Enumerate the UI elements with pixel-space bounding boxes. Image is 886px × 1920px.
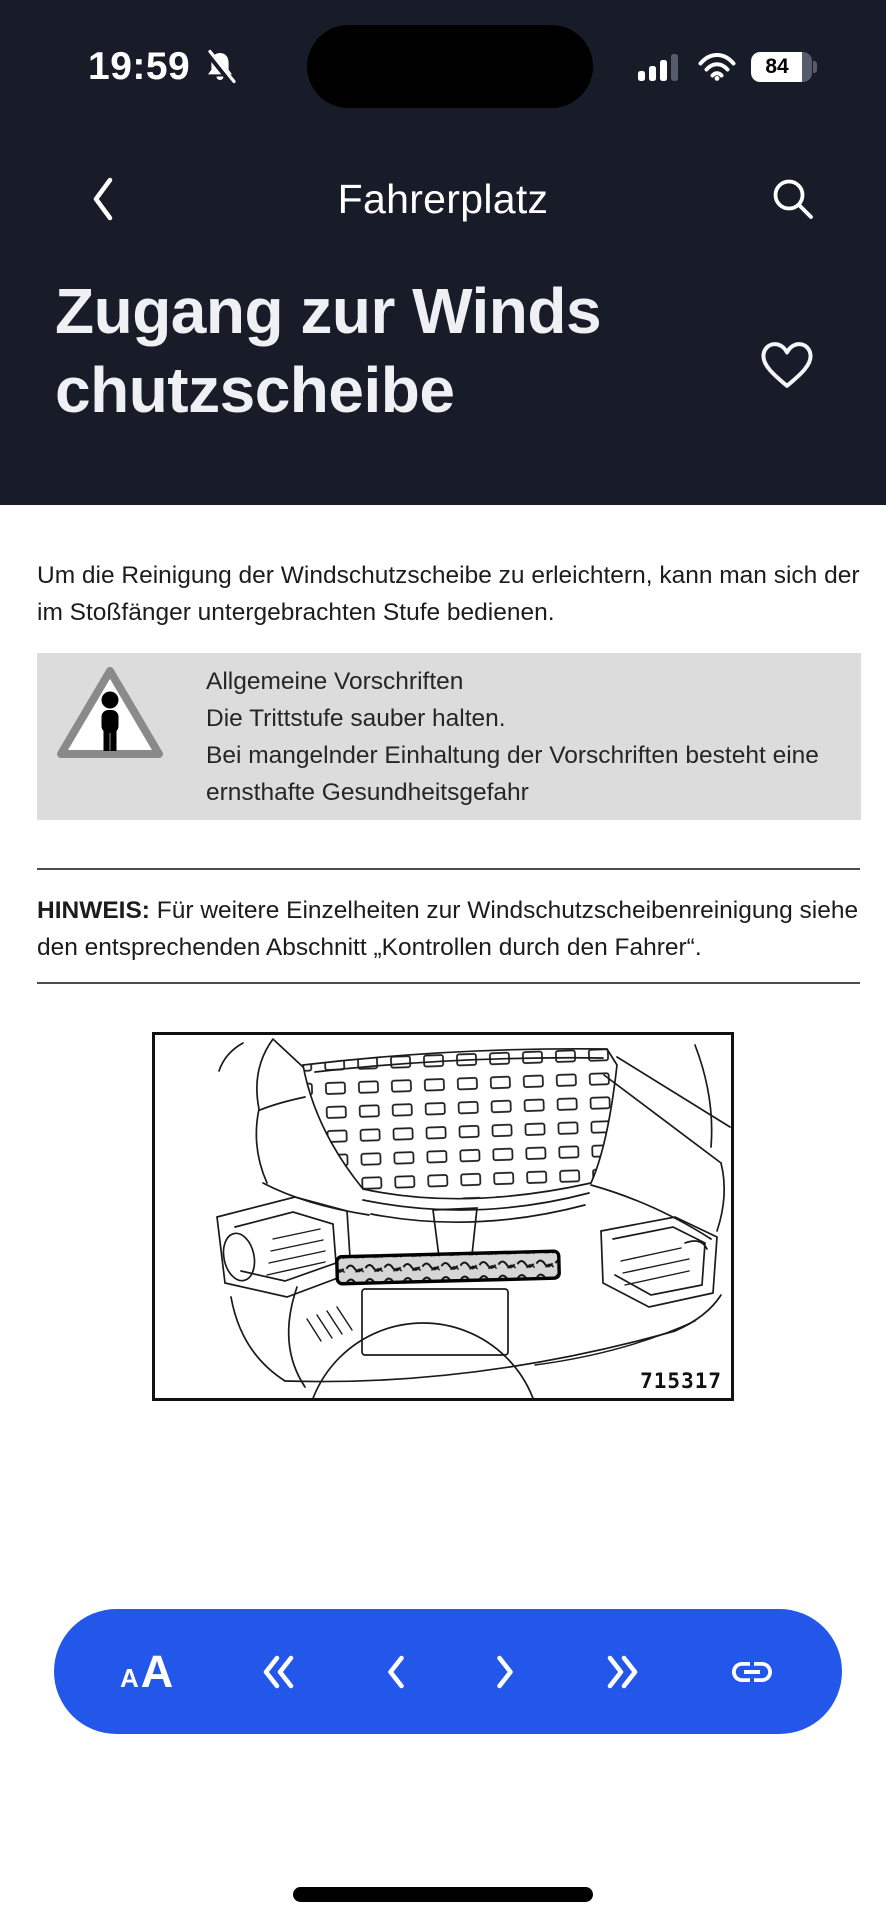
heart-icon [758, 338, 816, 392]
warning-box [37, 653, 861, 820]
article-body [0, 505, 886, 1401]
double-chevron-left-icon [261, 1654, 297, 1690]
divider [37, 868, 860, 870]
text-size-large-a: A [140, 1645, 174, 1697]
warning-line: Bei mangelnder Einhaltung der Vorschriften besteht eine ernsthafte Gesundheitsgefahr [206, 742, 819, 806]
battery-icon [751, 52, 817, 82]
bell-slash-icon [203, 49, 237, 85]
intro-paragraph: Um die Reinigung der Windschutzscheibe zu erleichtern, kann man sich der im Stoßfänger untergebrachten Stufe bedienen. [37, 562, 860, 626]
copy-link-button[interactable] [728, 1648, 776, 1696]
figure-frame [152, 1032, 734, 1401]
home-indicator[interactable] [293, 1887, 593, 1902]
header [0, 0, 886, 505]
article-heading: Zugang zur Winds chutzscheibe [55, 275, 602, 426]
battery-percent: 84 [765, 54, 789, 78]
figure [0, 1032, 886, 1401]
chevron-left-icon [385, 1654, 407, 1690]
last-page-button[interactable] [604, 1654, 640, 1690]
search-icon [770, 176, 816, 222]
note-paragraph [37, 892, 861, 966]
reader-toolbar [54, 1609, 842, 1734]
note-text: Für weitere Einzelheiten zur Windschutzscheibenreinigung siehe den entsprechenden Abschnitt „Kontrollen durch den Fahrer“. [37, 897, 859, 961]
dynamic-island [307, 25, 593, 108]
chain-link-icon [728, 1648, 776, 1696]
nav-bar [0, 160, 886, 238]
text-size-button[interactable] [120, 1646, 173, 1698]
search-button[interactable] [770, 160, 816, 238]
divider [37, 982, 860, 984]
bumper-step-drawing [155, 1035, 731, 1398]
text-size-small-a: A [120, 1662, 139, 1693]
previous-page-button[interactable] [385, 1654, 407, 1690]
wifi-icon [698, 53, 736, 81]
status-time: 19:59 [88, 44, 191, 88]
warning-text [206, 663, 843, 811]
pedestrian-warning-triangle-icon [54, 663, 166, 811]
chevron-right-icon [494, 1654, 516, 1690]
signal-bars-icon [638, 53, 683, 81]
status-left [88, 25, 237, 108]
figure-code: 715317 [640, 1369, 722, 1393]
status-bar [0, 25, 886, 108]
warning-line: Die Trittstufe sauber halten. [206, 705, 506, 732]
first-page-button[interactable] [261, 1654, 297, 1690]
next-page-button[interactable] [494, 1654, 516, 1690]
warning-line: Allgemeine Vorschriften [206, 668, 464, 695]
page-title: Fahrerplatz [337, 175, 549, 222]
double-chevron-right-icon [604, 1654, 640, 1690]
note-label: HINWEIS: [37, 897, 150, 924]
status-right [638, 25, 817, 108]
favorite-button[interactable] [758, 338, 816, 392]
